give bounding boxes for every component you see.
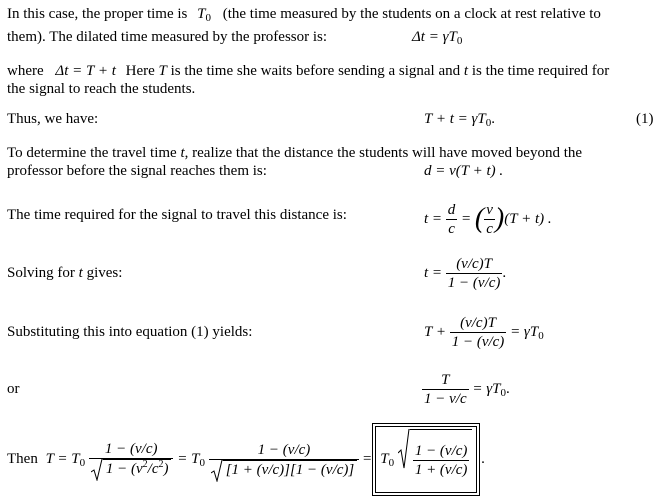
square-root <box>91 459 172 480</box>
numerator: d <box>447 202 456 219</box>
boxed-result <box>375 426 477 493</box>
radicand <box>410 429 473 490</box>
math: T <box>158 63 167 79</box>
then-lhs <box>46 451 86 467</box>
math: 1 − (v <box>105 460 143 477</box>
denominator: 1 − (v/c) <box>451 334 505 351</box>
fraction-v-over-c <box>484 201 495 238</box>
punctuation: . <box>505 381 510 397</box>
text: (1) <box>636 111 654 127</box>
fraction <box>413 442 470 479</box>
radicand: [1 + (v/c)][1 − (v/c)] <box>223 460 358 479</box>
text: the signal to reach the students. <box>7 81 196 97</box>
paragraph-1-line-1 <box>7 4 601 25</box>
fraction-d-over-c <box>446 201 458 238</box>
subscript: 0 <box>199 456 205 469</box>
substituting-line <box>7 322 252 342</box>
denominator <box>89 459 174 480</box>
numerator: (v/c)T <box>446 255 503 274</box>
text: Then <box>7 450 38 467</box>
then-eq2 <box>177 451 205 467</box>
equation-or <box>422 367 510 411</box>
numerator: T <box>422 371 469 390</box>
denominator <box>209 460 360 479</box>
travel-line-1 <box>7 143 582 163</box>
radicand <box>103 459 172 480</box>
math: = γT <box>472 381 501 397</box>
square-root <box>398 429 473 490</box>
math: = γT <box>510 324 539 340</box>
equation-1 <box>424 109 495 130</box>
radical-sign-icon <box>91 459 103 481</box>
math: T + <box>424 324 446 340</box>
math: ) <box>163 460 169 477</box>
then-equation <box>7 426 485 486</box>
math: = <box>461 211 472 227</box>
text: where <box>7 63 44 79</box>
math: T + t = γT <box>424 111 486 127</box>
text: The time required for the signal to travel this distance is: <box>7 207 347 223</box>
right-paren: ) <box>494 203 505 234</box>
fraction-1 <box>89 440 174 480</box>
text: (the time measured by the students on a clock at rest relative to <box>222 6 601 22</box>
math: t = <box>424 211 443 227</box>
punctuation: . <box>502 265 507 281</box>
equation-travel-time <box>424 193 552 237</box>
text: or <box>7 381 20 397</box>
punctuation: . <box>481 450 485 467</box>
square-root <box>211 460 358 479</box>
text: To determine the travel time <box>7 145 177 161</box>
subscript: 0 <box>485 117 492 129</box>
math: T <box>380 451 389 467</box>
denominator: c <box>448 221 455 238</box>
numerator: (v/c)T <box>450 314 507 333</box>
superscript: 2 <box>142 458 148 470</box>
math: t <box>463 63 469 79</box>
text: , realize that the distance the students will have moved beyond the <box>184 145 583 161</box>
math: t <box>180 145 185 161</box>
text: Here <box>125 63 155 79</box>
math-T: T <box>197 6 206 22</box>
math: = <box>363 450 372 467</box>
subscript: 0 <box>456 35 463 47</box>
text: professor before the signal reaches them is: <box>7 163 267 179</box>
or-line <box>7 379 20 399</box>
thus-line <box>7 109 98 129</box>
where-line-1 <box>7 61 609 81</box>
math: t = <box>424 265 443 281</box>
math: Δt = γT <box>412 29 457 45</box>
math-T0 <box>197 6 211 22</box>
subscript: 0 <box>500 387 506 399</box>
text: gives: <box>86 265 123 281</box>
denominator: 1 − (v/c) <box>447 275 501 292</box>
subscript: 0 <box>205 12 211 24</box>
math: T = T <box>45 450 80 467</box>
denominator: 1 − v/c <box>424 391 467 408</box>
math: /c <box>147 460 159 477</box>
equation-solution <box>424 251 506 295</box>
travel-line-2 <box>7 161 267 181</box>
text: Solving for <box>7 265 75 281</box>
equation-distance <box>424 161 503 181</box>
superscript: 2 <box>158 458 164 470</box>
text: them). The dilated time measured by the professor is: <box>7 29 328 45</box>
text: Thus, we have: <box>7 111 99 127</box>
left-paren: ( <box>474 203 485 234</box>
text: In this case, the proper time is <box>7 6 188 22</box>
numerator: 1 − (v/c) <box>414 443 468 460</box>
numerator: 1 − (v/c) <box>89 440 174 459</box>
text: Substituting this into equation (1) yields: <box>7 324 253 340</box>
math: Δt = T + t <box>55 63 116 79</box>
numerator: 1 − (v/c) <box>209 441 360 460</box>
solving-line <box>7 263 122 283</box>
denominator: 1 + (v/c) <box>414 462 468 479</box>
math: = T <box>177 450 200 467</box>
punctuation: . <box>491 111 495 127</box>
fraction <box>450 314 507 351</box>
time-required-line <box>7 205 347 225</box>
text: is the time required for <box>471 63 610 79</box>
equation-label <box>636 109 654 129</box>
fraction <box>422 371 469 408</box>
where-line-2 <box>7 79 195 99</box>
radical-sign-icon <box>398 429 410 469</box>
subscript: 0 <box>388 457 395 469</box>
subscript: 0 <box>79 456 86 469</box>
subscript: 0 <box>538 330 544 342</box>
math: d = v(T + t) . <box>424 163 504 179</box>
equation-dilated-time <box>412 27 462 48</box>
math: (T + t) . <box>504 211 552 227</box>
radical-sign-icon <box>211 460 223 482</box>
fraction-2 <box>209 441 360 479</box>
numerator: v <box>486 202 493 219</box>
equation-substituted <box>424 310 544 354</box>
denominator: c <box>486 221 493 238</box>
paragraph-1-line-2 <box>7 27 327 47</box>
fraction <box>446 255 503 292</box>
text: is the time she waits before sending a signal and <box>170 63 461 79</box>
math: t <box>78 265 83 281</box>
